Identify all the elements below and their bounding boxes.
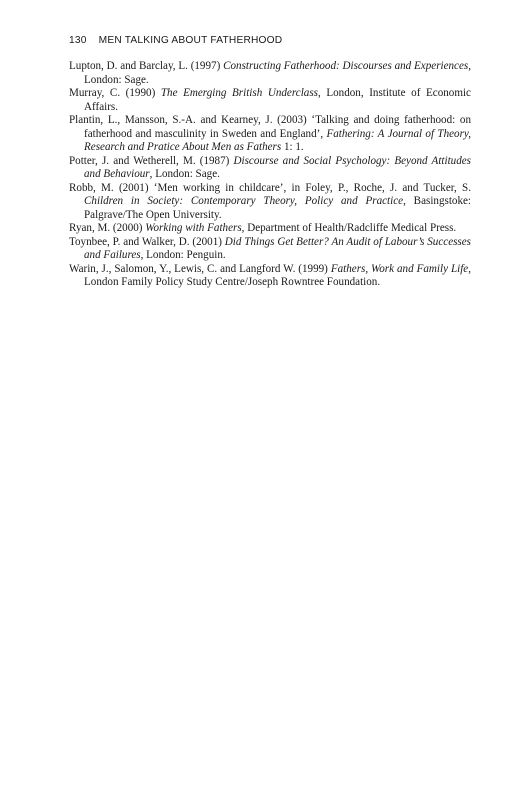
reference-authors: Robb, M. (2001) ‘Men working in childcare’, in Foley, P., Roche, J. and Tucker, S. (69, 181, 471, 194)
reference-publication: , London, Institute of Economic Affairs. (84, 87, 471, 113)
reference-publication: , London: Sage. (149, 168, 220, 180)
reference-title: Fathers, Work and Family Life (330, 262, 469, 275)
reference-title: Working with Fathers (145, 222, 242, 234)
reference-publication: 1: 1. (281, 141, 304, 153)
reference-title: Fathering: A Journal of Theory, Research and Pratice About Men as Fathers (84, 127, 471, 153)
reference-entry (69, 114, 471, 155)
reference-title: Children in Society: Contemporary Theory, Policy and Practice (84, 195, 404, 207)
reference-title: Discourse and Social Psychology: Beyond Attitudes and Behaviour (84, 154, 471, 180)
reference-authors: Ryan, M. (2000) (69, 222, 146, 234)
reference-authors: Plantin, L., Mansson, S.-A. and Kearney, J. (2003) ‘Talking and doing fatherhood: on fatherhood and masculinity in Sweden and England’, (69, 114, 471, 140)
reference-publication: , London Family Policy Study Centre/Joseph Rowntree Foundation. (84, 262, 471, 288)
reference-entry (69, 222, 471, 236)
reference-publication: , Department of Health/Radcliffe Medical Press. (241, 222, 457, 234)
reference-entry (69, 155, 471, 182)
reference-entry (69, 182, 471, 223)
reference-entry (69, 60, 471, 87)
reference-title: Did Things Get Better? An Audit of Labour’s Successes and Failures (84, 235, 471, 261)
reference-authors: Lupton, D. and Barclay, L. (1997) (69, 60, 224, 72)
running-title: MEN TALKING ABOUT FATHERHOOD (98, 35, 283, 46)
reference-entry (69, 87, 471, 114)
reference-authors: Warin, J., Salomon, Y., Lewis, C. and Langford W. (1999) (69, 262, 331, 275)
reference-title: The Emerging British Underclass (160, 87, 318, 99)
running-head (69, 35, 282, 46)
reference-authors: Toynbee, P. and Walker, D. (2001) (69, 235, 225, 248)
reference-title: Constructing Fatherhood: Discourses and Experiences (223, 60, 469, 72)
reference-entry (69, 263, 471, 290)
reference-list (69, 60, 471, 290)
reference-authors: Potter, J. and Wetherell, M. (1987) (69, 154, 234, 167)
reference-entry (69, 236, 471, 263)
page-number: 130 (69, 35, 87, 46)
reference-publication: , London: Sage. (84, 60, 472, 86)
reference-publication: , Basingstoke: Palgrave/The Open University. (84, 195, 471, 221)
reference-authors: Murray, C. (1990) (69, 87, 161, 99)
reference-publication: , London: Penguin. (140, 249, 226, 261)
